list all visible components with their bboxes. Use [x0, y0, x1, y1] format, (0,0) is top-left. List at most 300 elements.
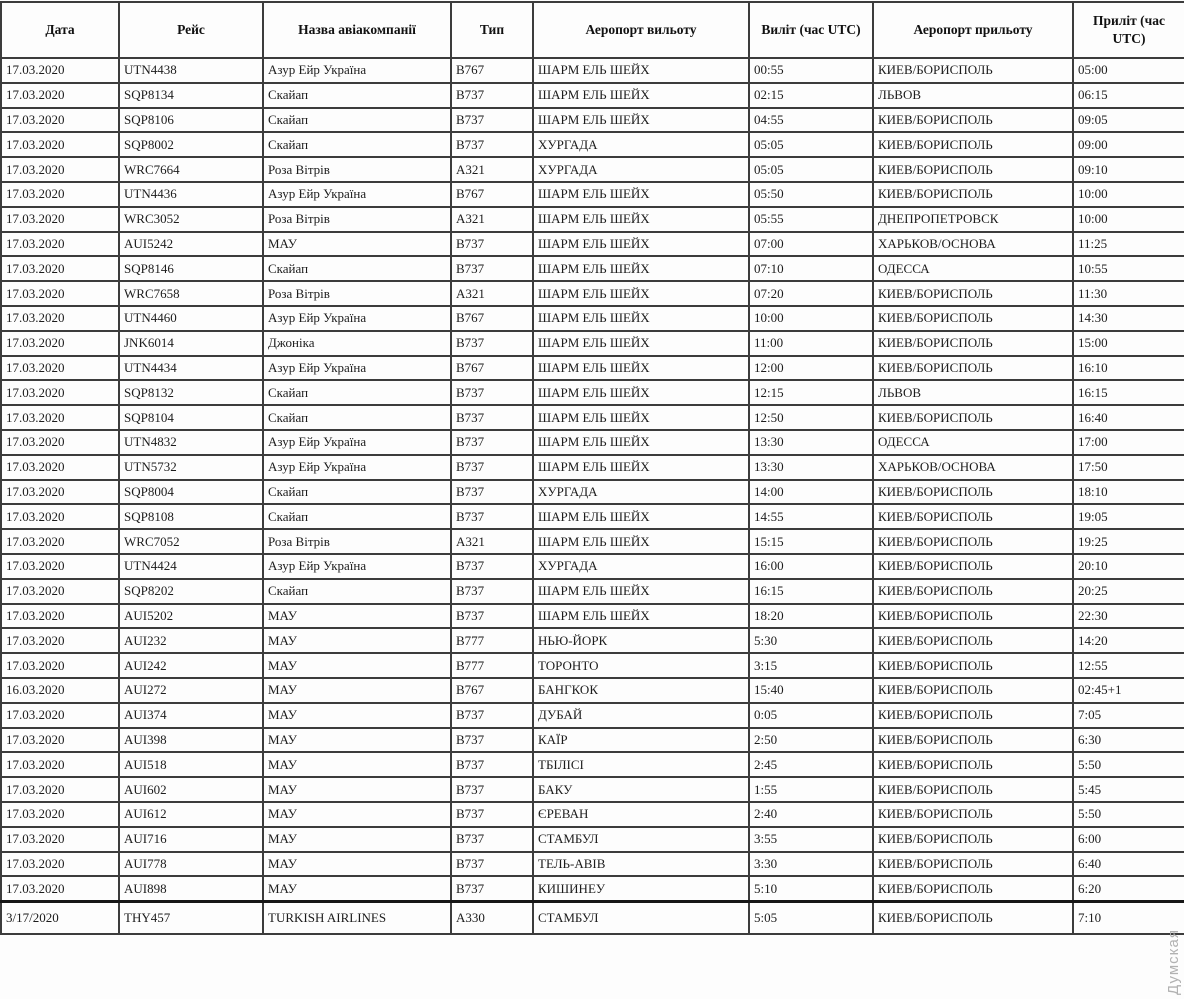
cell-flight: UTN4434	[119, 356, 263, 381]
cell-dep_time: 5:10	[749, 876, 873, 901]
cell-arr_time: 14:30	[1073, 306, 1184, 331]
cell-arr_time: 09:00	[1073, 132, 1184, 157]
cell-type: B737	[451, 802, 533, 827]
cell-type: B767	[451, 182, 533, 207]
cell-arr_airport: КИЕВ/БОРИСПОЛЬ	[873, 653, 1073, 678]
cell-dep_airport: ШАРМ ЕЛЬ ШЕЙХ	[533, 579, 749, 604]
cell-airline: Скайап	[263, 480, 451, 505]
column-header-date: Дата	[1, 2, 119, 58]
cell-date: 17.03.2020	[1, 132, 119, 157]
cell-type: B767	[451, 306, 533, 331]
cell-dep_airport: ХУРГАДА	[533, 157, 749, 182]
cell-flight: SQP8108	[119, 504, 263, 529]
cell-arr_airport: КИЕВ/БОРИСПОЛЬ	[873, 728, 1073, 753]
cell-flight: AUI778	[119, 852, 263, 877]
cell-arr_time: 10:00	[1073, 207, 1184, 232]
cell-arr_time: 5:50	[1073, 802, 1184, 827]
cell-airline: Скайап	[263, 579, 451, 604]
cell-dep_time: 07:20	[749, 281, 873, 306]
cell-arr_time: 20:25	[1073, 579, 1184, 604]
cell-arr_airport: КИЕВ/БОРИСПОЛЬ	[873, 504, 1073, 529]
cell-date: 17.03.2020	[1, 380, 119, 405]
header-row	[1, 2, 1184, 58]
cell-type: B737	[451, 752, 533, 777]
cell-arr_airport: КИЕВ/БОРИСПОЛЬ	[873, 132, 1073, 157]
cell-dep_airport: ТЕЛЬ-АВІВ	[533, 852, 749, 877]
table-row	[1, 331, 1184, 356]
cell-dep_airport: ШАРМ ЕЛЬ ШЕЙХ	[533, 380, 749, 405]
column-header-dep_time: Виліт (час UTC)	[749, 2, 873, 58]
cell-flight: UTN4832	[119, 430, 263, 455]
table-row	[1, 108, 1184, 133]
table-row	[1, 182, 1184, 207]
cell-dep_airport: ШАРМ ЕЛЬ ШЕЙХ	[533, 232, 749, 257]
column-header-dep_airport: Аеропорт вильоту	[533, 2, 749, 58]
cell-flight: THY457	[119, 902, 263, 935]
cell-airline: Скайап	[263, 83, 451, 108]
cell-flight: AUI898	[119, 876, 263, 901]
table-row	[1, 455, 1184, 480]
cell-dep_time: 16:15	[749, 579, 873, 604]
cell-airline: Азур Ейр Україна	[263, 554, 451, 579]
cell-dep_airport: ШАРМ ЕЛЬ ШЕЙХ	[533, 331, 749, 356]
cell-type: B737	[451, 604, 533, 629]
cell-type: B737	[451, 455, 533, 480]
cell-dep_airport: ШАРМ ЕЛЬ ШЕЙХ	[533, 405, 749, 430]
cell-arr_time: 09:10	[1073, 157, 1184, 182]
cell-type: A321	[451, 529, 533, 554]
cell-dep_time: 15:15	[749, 529, 873, 554]
cell-date: 17.03.2020	[1, 232, 119, 257]
cell-arr_time: 6:30	[1073, 728, 1184, 753]
cell-airline: Азур Ейр Україна	[263, 306, 451, 331]
cell-flight: SQP8106	[119, 108, 263, 133]
cell-flight: SQP8002	[119, 132, 263, 157]
table-row	[1, 728, 1184, 753]
cell-arr_airport: КИЕВ/БОРИСПОЛЬ	[873, 480, 1073, 505]
cell-date: 17.03.2020	[1, 579, 119, 604]
cell-date: 17.03.2020	[1, 83, 119, 108]
cell-dep_airport: НЬЮ-ЙОРК	[533, 628, 749, 653]
cell-dep_airport: КАЇР	[533, 728, 749, 753]
cell-airline: Скайап	[263, 132, 451, 157]
cell-dep_airport: ЄРЕВАН	[533, 802, 749, 827]
cell-date: 17.03.2020	[1, 405, 119, 430]
cell-type: B777	[451, 653, 533, 678]
cell-dep_airport: СТАМБУЛ	[533, 827, 749, 852]
cell-dep_time: 07:00	[749, 232, 873, 257]
cell-airline: МАУ	[263, 752, 451, 777]
cell-date: 17.03.2020	[1, 653, 119, 678]
cell-dep_airport: ШАРМ ЕЛЬ ШЕЙХ	[533, 430, 749, 455]
cell-dep_airport: ШАРМ ЕЛЬ ШЕЙХ	[533, 306, 749, 331]
table-row	[1, 703, 1184, 728]
cell-airline: Азур Ейр Україна	[263, 455, 451, 480]
cell-flight: WRC7658	[119, 281, 263, 306]
table-row	[1, 554, 1184, 579]
cell-arr_time: 16:15	[1073, 380, 1184, 405]
cell-flight: SQP8146	[119, 256, 263, 281]
cell-type: A330	[451, 902, 533, 935]
cell-arr_airport: КИЕВ/БОРИСПОЛЬ	[873, 529, 1073, 554]
cell-airline: TURKISH AIRLINES	[263, 902, 451, 935]
flight-schedule-table	[0, 1, 1184, 935]
table-row	[1, 256, 1184, 281]
cell-flight: SQP8202	[119, 579, 263, 604]
cell-arr_time: 15:00	[1073, 331, 1184, 356]
cell-dep_time: 3:30	[749, 852, 873, 877]
table-row	[1, 430, 1184, 455]
table-row	[1, 628, 1184, 653]
cell-type: B737	[451, 232, 533, 257]
cell-airline: Роза Вітрів	[263, 281, 451, 306]
cell-arr_airport: КИЕВ/БОРИСПОЛЬ	[873, 58, 1073, 83]
cell-dep_time: 14:55	[749, 504, 873, 529]
cell-arr_airport: КИЕВ/БОРИСПОЛЬ	[873, 331, 1073, 356]
column-header-arr_airport: Аеропорт прильоту	[873, 2, 1073, 58]
cell-dep_time: 2:40	[749, 802, 873, 827]
cell-dep_airport: ТБІЛІСІ	[533, 752, 749, 777]
cell-arr_airport: КИЕВ/БОРИСПОЛЬ	[873, 777, 1073, 802]
cell-type: B737	[451, 579, 533, 604]
cell-arr_airport: КИЕВ/БОРИСПОЛЬ	[873, 852, 1073, 877]
cell-dep_airport: ХУРГАДА	[533, 554, 749, 579]
cell-flight: AUI5242	[119, 232, 263, 257]
cell-type: A321	[451, 157, 533, 182]
cell-airline: Азур Ейр Україна	[263, 58, 451, 83]
cell-date: 17.03.2020	[1, 108, 119, 133]
cell-flight: UTN4436	[119, 182, 263, 207]
cell-dep_airport: ШАРМ ЕЛЬ ШЕЙХ	[533, 182, 749, 207]
cell-flight: AUI716	[119, 827, 263, 852]
cell-dep_time: 3:55	[749, 827, 873, 852]
table-row	[1, 852, 1184, 877]
cell-arr_time: 6:40	[1073, 852, 1184, 877]
cell-dep_time: 05:05	[749, 132, 873, 157]
cell-arr_time: 20:10	[1073, 554, 1184, 579]
cell-dep_airport: ШАРМ ЕЛЬ ШЕЙХ	[533, 455, 749, 480]
cell-airline: МАУ	[263, 653, 451, 678]
table-row	[1, 480, 1184, 505]
cell-arr_time: 7:05	[1073, 703, 1184, 728]
cell-date: 17.03.2020	[1, 331, 119, 356]
cell-airline: Азур Ейр Україна	[263, 430, 451, 455]
table-row	[1, 504, 1184, 529]
watermark-text: Думская	[1165, 929, 1182, 995]
table-row	[1, 802, 1184, 827]
cell-arr_time: 6:00	[1073, 827, 1184, 852]
cell-flight: UTN5732	[119, 455, 263, 480]
cell-type: B737	[451, 504, 533, 529]
cell-type: B777	[451, 628, 533, 653]
cell-flight: AUI518	[119, 752, 263, 777]
cell-type: B737	[451, 405, 533, 430]
table-row	[1, 579, 1184, 604]
cell-arr_airport: ЛЬВОВ	[873, 380, 1073, 405]
cell-date: 17.03.2020	[1, 802, 119, 827]
cell-type: B767	[451, 678, 533, 703]
cell-date: 17.03.2020	[1, 256, 119, 281]
cell-airline: Роза Вітрів	[263, 529, 451, 554]
cell-arr_airport: КИЕВ/БОРИСПОЛЬ	[873, 306, 1073, 331]
cell-arr_airport: ЛЬВОВ	[873, 83, 1073, 108]
cell-dep_time: 05:05	[749, 157, 873, 182]
cell-airline: Джоніка	[263, 331, 451, 356]
cell-dep_time: 2:50	[749, 728, 873, 753]
cell-arr_airport: ХАРЬКОВ/ОСНОВА	[873, 232, 1073, 257]
cell-arr_time: 12:55	[1073, 653, 1184, 678]
cell-dep_airport: ШАРМ ЕЛЬ ШЕЙХ	[533, 256, 749, 281]
cell-date: 17.03.2020	[1, 529, 119, 554]
cell-airline: МАУ	[263, 232, 451, 257]
cell-airline: МАУ	[263, 703, 451, 728]
table-row	[1, 83, 1184, 108]
cell-dep_airport: ШАРМ ЕЛЬ ШЕЙХ	[533, 604, 749, 629]
cell-dep_airport: ШАРМ ЕЛЬ ШЕЙХ	[533, 504, 749, 529]
cell-airline: Скайап	[263, 256, 451, 281]
table-row	[1, 207, 1184, 232]
table-row	[1, 281, 1184, 306]
cell-arr_airport: ХАРЬКОВ/ОСНОВА	[873, 455, 1073, 480]
cell-type: B737	[451, 83, 533, 108]
table-body	[1, 58, 1184, 934]
cell-flight: WRC7052	[119, 529, 263, 554]
cell-type: B737	[451, 827, 533, 852]
cell-dep_time: 14:00	[749, 480, 873, 505]
cell-arr_time: 11:25	[1073, 232, 1184, 257]
cell-arr_airport: КИЕВ/БОРИСПОЛЬ	[873, 579, 1073, 604]
table-row	[1, 232, 1184, 257]
cell-type: B737	[451, 703, 533, 728]
cell-dep_time: 10:00	[749, 306, 873, 331]
cell-arr_airport: КИЕВ/БОРИСПОЛЬ	[873, 356, 1073, 381]
cell-type: A321	[451, 207, 533, 232]
cell-dep_time: 18:20	[749, 604, 873, 629]
cell-type: B767	[451, 58, 533, 83]
cell-flight: AUI374	[119, 703, 263, 728]
cell-dep_time: 05:50	[749, 182, 873, 207]
cell-airline: МАУ	[263, 678, 451, 703]
cell-dep_airport: ШАРМ ЕЛЬ ШЕЙХ	[533, 207, 749, 232]
cell-dep_airport: ШАРМ ЕЛЬ ШЕЙХ	[533, 356, 749, 381]
cell-dep_time: 07:10	[749, 256, 873, 281]
table-row	[1, 678, 1184, 703]
cell-airline: МАУ	[263, 876, 451, 901]
cell-arr_airport: КИЕВ/БОРИСПОЛЬ	[873, 628, 1073, 653]
cell-airline: МАУ	[263, 628, 451, 653]
cell-date: 17.03.2020	[1, 703, 119, 728]
cell-arr_time: 7:10	[1073, 902, 1184, 935]
cell-dep_time: 00:55	[749, 58, 873, 83]
cell-flight: UTN4438	[119, 58, 263, 83]
cell-date: 17.03.2020	[1, 356, 119, 381]
table-row	[1, 132, 1184, 157]
cell-arr_time: 5:45	[1073, 777, 1184, 802]
cell-date: 17.03.2020	[1, 777, 119, 802]
cell-dep_time: 05:55	[749, 207, 873, 232]
table-row	[1, 529, 1184, 554]
cell-flight: SQP8004	[119, 480, 263, 505]
column-header-type: Тип	[451, 2, 533, 58]
table-row	[1, 604, 1184, 629]
cell-type: B737	[451, 777, 533, 802]
cell-dep_time: 12:00	[749, 356, 873, 381]
cell-dep_airport: ШАРМ ЕЛЬ ШЕЙХ	[533, 83, 749, 108]
cell-airline: Роза Вітрів	[263, 207, 451, 232]
cell-date: 17.03.2020	[1, 852, 119, 877]
cell-airline: Роза Вітрів	[263, 157, 451, 182]
cell-flight: AUI232	[119, 628, 263, 653]
cell-dep_airport: ТОРОНТО	[533, 653, 749, 678]
cell-dep_time: 13:30	[749, 430, 873, 455]
cell-flight: UTN4460	[119, 306, 263, 331]
cell-type: A321	[451, 281, 533, 306]
cell-arr_airport: ОДЕССА	[873, 430, 1073, 455]
cell-date: 17.03.2020	[1, 58, 119, 83]
cell-arr_airport: ОДЕССА	[873, 256, 1073, 281]
column-header-arr_time: Приліт (час UTC)	[1073, 2, 1184, 58]
cell-arr_airport: КИЕВ/БОРИСПОЛЬ	[873, 182, 1073, 207]
cell-airline: МАУ	[263, 852, 451, 877]
cell-flight: AUI602	[119, 777, 263, 802]
cell-arr_airport: КИЕВ/БОРИСПОЛЬ	[873, 678, 1073, 703]
cell-flight: SQP8134	[119, 83, 263, 108]
cell-dep_airport: ДУБАЙ	[533, 703, 749, 728]
cell-date: 17.03.2020	[1, 207, 119, 232]
cell-arr_time: 19:05	[1073, 504, 1184, 529]
cell-arr_time: 18:10	[1073, 480, 1184, 505]
cell-date: 17.03.2020	[1, 306, 119, 331]
cell-airline: МАУ	[263, 827, 451, 852]
table-row	[1, 902, 1184, 935]
cell-arr_time: 05:00	[1073, 58, 1184, 83]
cell-flight: AUI272	[119, 678, 263, 703]
cell-arr_time: 09:05	[1073, 108, 1184, 133]
cell-arr_time: 17:00	[1073, 430, 1184, 455]
table-row	[1, 777, 1184, 802]
cell-type: B767	[451, 356, 533, 381]
table-row	[1, 405, 1184, 430]
cell-date: 17.03.2020	[1, 430, 119, 455]
cell-type: B737	[451, 380, 533, 405]
cell-airline: МАУ	[263, 777, 451, 802]
cell-dep_time: 11:00	[749, 331, 873, 356]
table-row	[1, 306, 1184, 331]
cell-arr_time: 06:15	[1073, 83, 1184, 108]
cell-flight: WRC3052	[119, 207, 263, 232]
cell-dep_airport: ШАРМ ЕЛЬ ШЕЙХ	[533, 58, 749, 83]
table-row	[1, 157, 1184, 182]
cell-dep_time: 13:30	[749, 455, 873, 480]
cell-dep_airport: КИШИНЕУ	[533, 876, 749, 901]
cell-arr_airport: КИЕВ/БОРИСПОЛЬ	[873, 554, 1073, 579]
cell-flight: AUI612	[119, 802, 263, 827]
cell-arr_time: 11:30	[1073, 281, 1184, 306]
cell-date: 17.03.2020	[1, 182, 119, 207]
cell-arr_airport: КИЕВ/БОРИСПОЛЬ	[873, 405, 1073, 430]
cell-date: 3/17/2020	[1, 902, 119, 935]
cell-flight: SQP8132	[119, 380, 263, 405]
cell-type: B737	[451, 132, 533, 157]
cell-flight: WRC7664	[119, 157, 263, 182]
cell-arr_airport: КИЕВ/БОРИСПОЛЬ	[873, 802, 1073, 827]
cell-arr_time: 19:25	[1073, 529, 1184, 554]
cell-arr_airport: КИЕВ/БОРИСПОЛЬ	[873, 902, 1073, 935]
cell-dep_airport: СТАМБУЛ	[533, 902, 749, 935]
cell-flight: AUI5202	[119, 604, 263, 629]
cell-date: 17.03.2020	[1, 752, 119, 777]
cell-dep_time: 02:15	[749, 83, 873, 108]
cell-type: B737	[451, 852, 533, 877]
cell-type: B737	[451, 554, 533, 579]
cell-arr_time: 5:50	[1073, 752, 1184, 777]
cell-dep_airport: ШАРМ ЕЛЬ ШЕЙХ	[533, 108, 749, 133]
cell-date: 17.03.2020	[1, 480, 119, 505]
cell-dep_time: 3:15	[749, 653, 873, 678]
cell-airline: Азур Ейр Україна	[263, 182, 451, 207]
cell-arr_time: 10:55	[1073, 256, 1184, 281]
cell-dep_time: 5:05	[749, 902, 873, 935]
cell-type: B737	[451, 728, 533, 753]
cell-arr_time: 6:20	[1073, 876, 1184, 901]
cell-arr_airport: КИЕВ/БОРИСПОЛЬ	[873, 703, 1073, 728]
cell-type: B737	[451, 331, 533, 356]
table-row	[1, 380, 1184, 405]
column-header-airline: Назва авіакомпанії	[263, 2, 451, 58]
cell-arr_airport: КИЕВ/БОРИСПОЛЬ	[873, 876, 1073, 901]
cell-dep_airport: ХУРГАДА	[533, 480, 749, 505]
cell-arr_time: 16:40	[1073, 405, 1184, 430]
cell-date: 16.03.2020	[1, 678, 119, 703]
cell-dep_time: 12:15	[749, 380, 873, 405]
table-row	[1, 653, 1184, 678]
cell-airline: Скайап	[263, 108, 451, 133]
cell-dep_time: 16:00	[749, 554, 873, 579]
cell-arr_airport: КИЕВ/БОРИСПОЛЬ	[873, 752, 1073, 777]
cell-arr_time: 02:45+1	[1073, 678, 1184, 703]
table-row	[1, 827, 1184, 852]
cell-airline: МАУ	[263, 604, 451, 629]
cell-arr_airport: КИЕВ/БОРИСПОЛЬ	[873, 281, 1073, 306]
cell-arr_airport: ДНЕПРОПЕТРОВСК	[873, 207, 1073, 232]
cell-airline: Скайап	[263, 504, 451, 529]
cell-date: 17.03.2020	[1, 455, 119, 480]
cell-date: 17.03.2020	[1, 157, 119, 182]
cell-arr_time: 22:30	[1073, 604, 1184, 629]
cell-date: 17.03.2020	[1, 281, 119, 306]
table-row	[1, 876, 1184, 901]
cell-dep_time: 5:30	[749, 628, 873, 653]
cell-type: B737	[451, 430, 533, 455]
cell-flight: AUI398	[119, 728, 263, 753]
table-row	[1, 356, 1184, 381]
cell-arr_time: 14:20	[1073, 628, 1184, 653]
cell-dep_time: 0:05	[749, 703, 873, 728]
cell-dep_airport: ШАРМ ЕЛЬ ШЕЙХ	[533, 529, 749, 554]
cell-dep_airport: БАНГКОК	[533, 678, 749, 703]
table-row	[1, 752, 1184, 777]
cell-date: 17.03.2020	[1, 728, 119, 753]
cell-arr_time: 16:10	[1073, 356, 1184, 381]
cell-type: B737	[451, 480, 533, 505]
column-header-flight: Рейс	[119, 2, 263, 58]
cell-type: B737	[451, 876, 533, 901]
cell-date: 17.03.2020	[1, 504, 119, 529]
table-row	[1, 58, 1184, 83]
cell-type: B737	[451, 256, 533, 281]
cell-date: 17.03.2020	[1, 554, 119, 579]
cell-airline: Скайап	[263, 380, 451, 405]
